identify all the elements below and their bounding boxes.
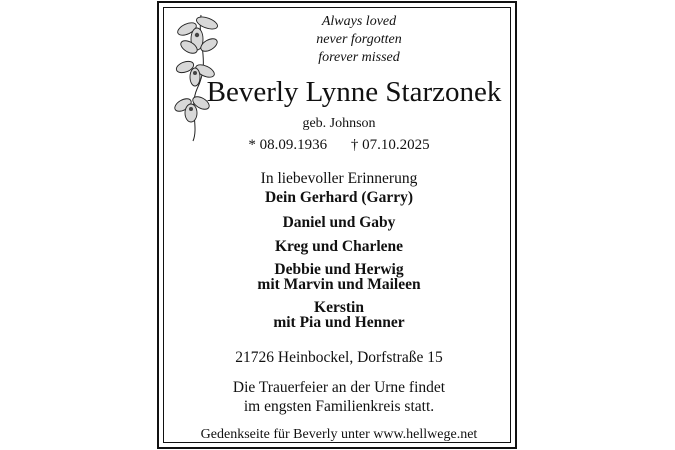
maiden-name: geb. Johnson bbox=[302, 116, 376, 131]
ceremony-line-1: Die Trauerfeier an der Urne findet bbox=[232, 379, 446, 396]
remembrance-intro: In liebevoller Erinnerung bbox=[260, 170, 418, 187]
mourner-5-line-2: mit Pia und Henner bbox=[273, 314, 405, 331]
mourner-3: Kreg und Charlene bbox=[274, 238, 404, 255]
motto-line-1: Always loved bbox=[321, 14, 397, 29]
mourner-2: Daniel und Gaby bbox=[282, 214, 396, 231]
birth-date: * 08.09.1936 bbox=[248, 137, 328, 153]
ceremony-line-2: im engsten Familienkreis statt. bbox=[243, 398, 435, 415]
mourner-1: Dein Gerhard (Garry) bbox=[264, 189, 414, 206]
mourner-4-line-1: Debbie und Herwig bbox=[274, 261, 404, 278]
deceased-name: Beverly Lynne Starzonek bbox=[206, 76, 502, 108]
motto-line-3: forever missed bbox=[318, 50, 400, 65]
address: 21726 Heinbockel, Dorfstraße 15 bbox=[235, 349, 443, 366]
mourner-4-line-2: mit Marvin und Maileen bbox=[257, 276, 421, 293]
memorial-page-link[interactable]: Gedenkseite für Beverly unter www.hellwege.net bbox=[200, 427, 478, 442]
motto-line-2: never forgotten bbox=[316, 32, 402, 47]
mourner-5-line-1: Kerstin bbox=[314, 299, 364, 316]
obituary-notice bbox=[157, 1, 517, 449]
death-date: † 07.10.2025 bbox=[350, 137, 430, 153]
life-dates bbox=[159, 136, 519, 154]
